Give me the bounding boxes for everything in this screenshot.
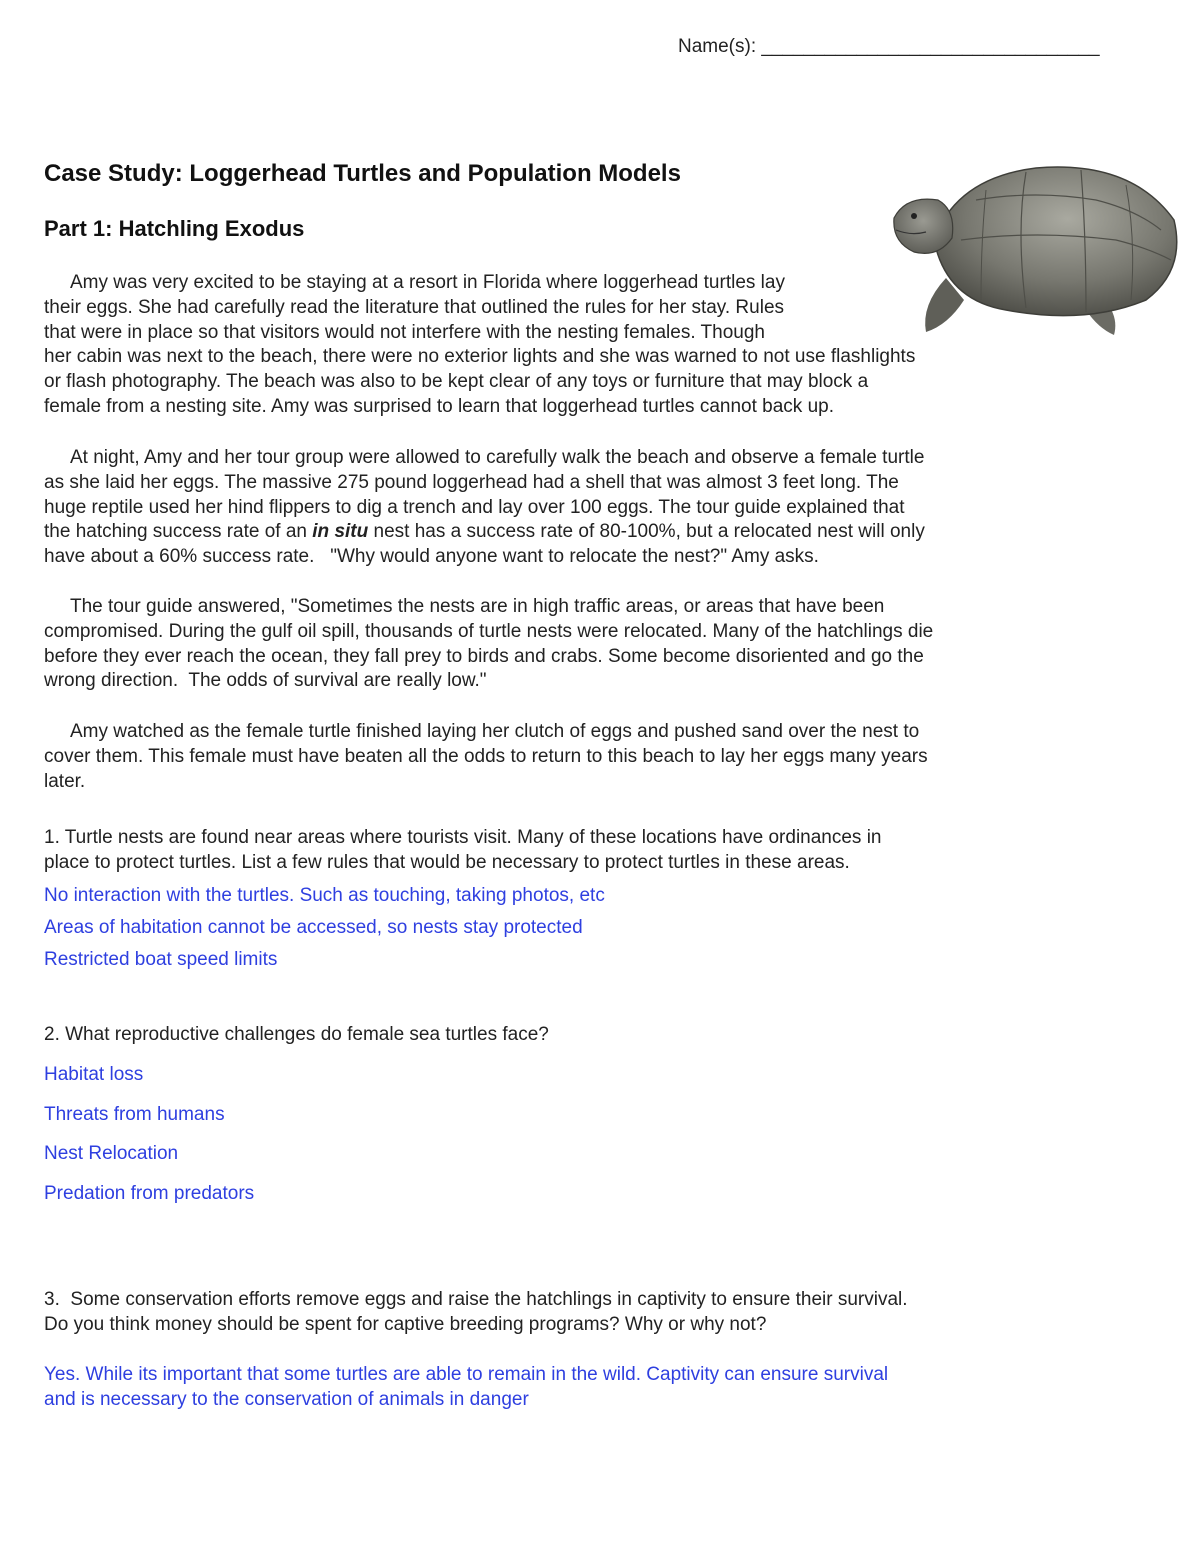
document-title: Case Study: Loggerhead Turtles and Population Models <box>44 160 681 187</box>
text-line: later. <box>44 770 86 792</box>
text-line: as she laid her eggs. The massive 275 pound loggerhead had a shell that was almost 3 feet long. The <box>44 471 899 493</box>
text-line: At night, Amy and her tour group were allowed to carefully walk the beach and observe a female turtle <box>70 447 925 468</box>
name-label: Name(s): <box>678 36 757 57</box>
answer-line: Yes. While its important that some turtles are able to remain in the wild. Captivity can ensure survival <box>44 1364 889 1385</box>
part-heading: Part 1: Hatchling Exodus <box>44 216 305 241</box>
story-paragraph-1 <box>44 271 915 420</box>
question-line: place to protect turtles. List a few rules that would be necessary to protect turtles in these areas. <box>44 851 850 873</box>
text-line: cover them. This female must have beaten all the odds to return to this beach to lay her eggs many years <box>44 745 928 767</box>
question-line: 1. Turtle nests are found near areas where tourists visit. Many of these locations have ordinances in <box>44 827 882 848</box>
in-situ-emphasis: in situ <box>312 521 369 543</box>
answer-line: and is necessary to the conservation of animals in danger <box>44 1388 529 1410</box>
text-line: before they ever reach the ocean, they fall prey to birds and crabs. Some become disoriented and go the <box>44 645 924 667</box>
answer-1-2: Areas of habitation cannot be accessed, so nests stay protected <box>44 917 583 938</box>
text-line: have about a 60% success rate. "Why would anyone want to relocate the nest?" Amy asks. <box>44 546 819 568</box>
text-line: or flash photography. The beach was also to be kept clear of any toys or furniture that may block a <box>44 371 869 393</box>
text-line: the hatching success rate of an in situ nest has a success rate of 80-100%, but a relocated nest will only <box>44 521 925 543</box>
answer-3 <box>44 1363 888 1413</box>
answer-1-1: No interaction with the turtles. Such as touching, taking photos, etc <box>44 885 605 906</box>
answer-2-1: Habitat loss <box>44 1064 144 1085</box>
text-line: Amy watched as the female turtle finished laying her clutch of eggs and pushed sand over the nest to <box>70 721 920 742</box>
text-line: wrong direction. The odds of survival are really low." <box>44 670 487 692</box>
story-paragraph-4 <box>44 720 928 794</box>
story-paragraph-2 <box>44 446 925 570</box>
answer-2-3: Nest Relocation <box>44 1143 179 1164</box>
answer-1-3: Restricted boat speed limits <box>44 949 278 970</box>
text-line: their eggs. She had carefully read the literature that outlined the rules for her stay. Rules <box>44 296 785 318</box>
text-line: The tour guide answered, "Sometimes the nests are in high traffic areas, or areas that have been <box>70 596 885 617</box>
question-3 <box>44 1288 908 1338</box>
text-line: Amy was very excited to be staying at a resort in Florida where loggerhead turtles lay <box>70 272 785 293</box>
name-blank: ________________________________ <box>761 36 1100 57</box>
text-line: that were in place so that visitors would not interfere with the nesting females. Though <box>44 321 765 343</box>
text-line: huge reptile used her hind flippers to dig a trench and lay over 100 eggs. The tour guide explained that <box>44 496 905 518</box>
text-line: compromised. During the gulf oil spill, thousands of turtle nests were relocated. Many of the hatchlings die <box>44 620 934 642</box>
question-line: 3. Some conservation efforts remove eggs and raise the hatchlings in captivity to ensure their survival. <box>44 1289 908 1310</box>
name-field-line <box>678 36 1100 58</box>
loggerhead-turtle-icon <box>886 160 1186 340</box>
question-line: 2. What reproductive challenges do female sea turtles face? <box>44 1024 549 1045</box>
text-line: female from a nesting site. Amy was surprised to learn that loggerhead turtles cannot back up. <box>44 395 834 417</box>
text-line: her cabin was next to the beach, there were no exterior lights and she was warned to not use flashlights <box>44 346 916 368</box>
answer-2-4: Predation from predators <box>44 1183 255 1204</box>
answer-2-2: Threats from humans <box>44 1104 225 1125</box>
question-line: Do you think money should be spent for captive breeding programs? Why or why not? <box>44 1313 767 1335</box>
story-paragraph-3 <box>44 595 933 694</box>
question-2 <box>44 1023 549 1048</box>
question-1 <box>44 826 882 876</box>
